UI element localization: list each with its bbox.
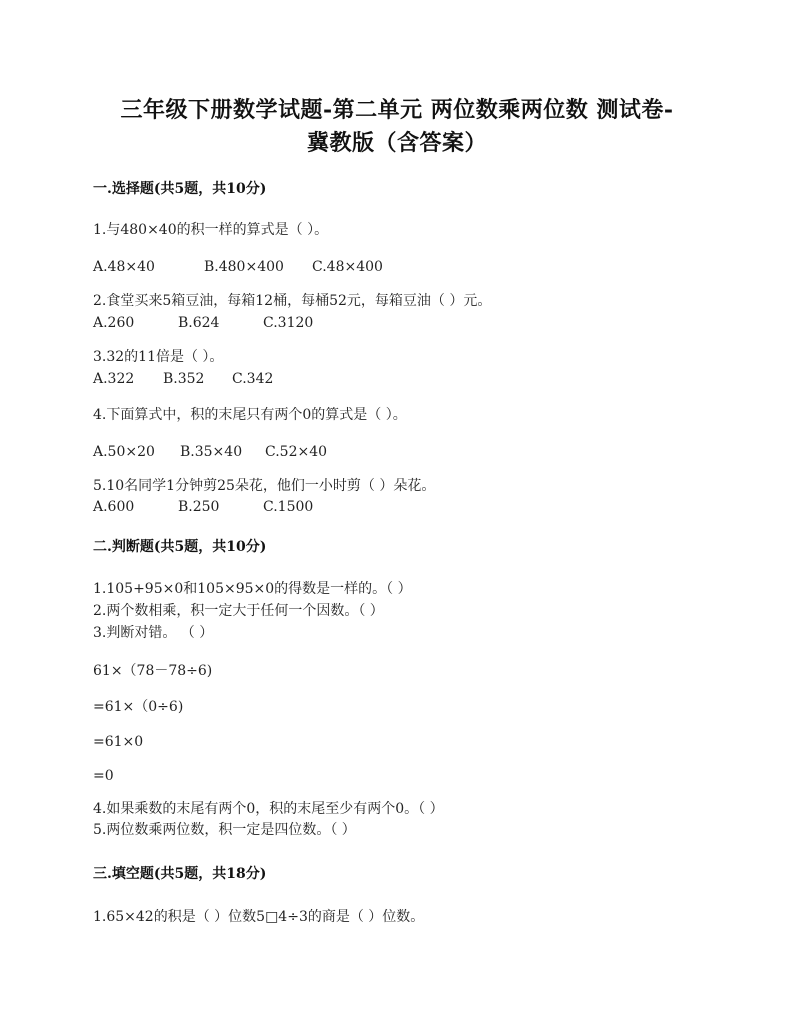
section-heading-fill-blank: 三.填空题(共5题，共18分) [93,866,267,882]
choice-options-3 [93,369,273,389]
judgment-question-2: 2.两个数相乘，积一定大于任何一个因数。（ ） [93,603,384,619]
option-b: B.352 [163,371,205,387]
option-c: C.3120 [263,315,314,331]
option-c: C.342 [232,371,274,387]
option-a: A.322 [93,371,135,387]
choice-options-4 [93,442,327,462]
calc-step-1: 61×（78－78÷6) [93,663,213,679]
calc-step-2: =61×（0÷6) [93,699,184,715]
choice-options-2 [93,313,313,333]
section-heading-judgment: 二.判断题(共5题，共10分) [93,539,267,555]
judgment-question-4: 4.如果乘数的末尾有两个0，积的末尾至少有两个0。（ ） [93,801,444,817]
choice-question-5: 5.10名同学1分钟剪25朵花，他们一小时剪（ ）朵花。 [93,478,436,494]
option-b: B.480×400 [204,259,284,275]
judgment-question-1: 1.105+95×0和105×95×0的得数是一样的。（ ） [93,581,412,597]
choice-question-3: 3.32的11倍是（ ）。 [93,349,224,365]
calc-step-3: =61×0 [93,734,144,750]
option-b: B.250 [178,499,220,515]
option-c: C.52×40 [265,444,328,460]
option-b: B.624 [178,315,220,331]
option-a: A.48×40 [93,259,155,275]
judgment-question-3: 3.判断对错。 （ ） [93,625,214,641]
choice-question-4: 4.下面算式中，积的末尾只有两个0的算式是（ ）。 [93,407,407,423]
choice-question-2: 2.食堂买来5箱豆油，每箱12桶，每桶52元，每箱豆油（ ）元。 [93,293,492,309]
calc-step-4: =0 [93,768,114,784]
choice-question-1: 1.与480×40的积一样的算式是（ ）。 [93,222,329,238]
option-c: C.48×400 [312,259,383,275]
option-b: B.35×40 [180,444,243,460]
document-title-line1: 三年级下册数学试题-第二单元 两位数乘两位数 测试卷- [120,97,674,123]
document-title-line2: 冀教版（含答案） [306,130,487,156]
option-c: C.1500 [263,499,314,515]
judgment-question-5: 5.两位数乘两位数，积一定是四位数。（ ） [93,822,356,838]
option-a: A.260 [93,315,135,331]
section-heading-choice: 一.选择题(共5题，共10分) [93,181,267,197]
option-a: A.50×20 [93,444,155,460]
choice-options-5 [93,497,313,517]
choice-options-1 [93,257,383,277]
option-a: A.600 [93,499,135,515]
fill-blank-question-1: 1.65×42的积是（ ）位数5□4÷3的商是（ ）位数。 [93,909,425,925]
